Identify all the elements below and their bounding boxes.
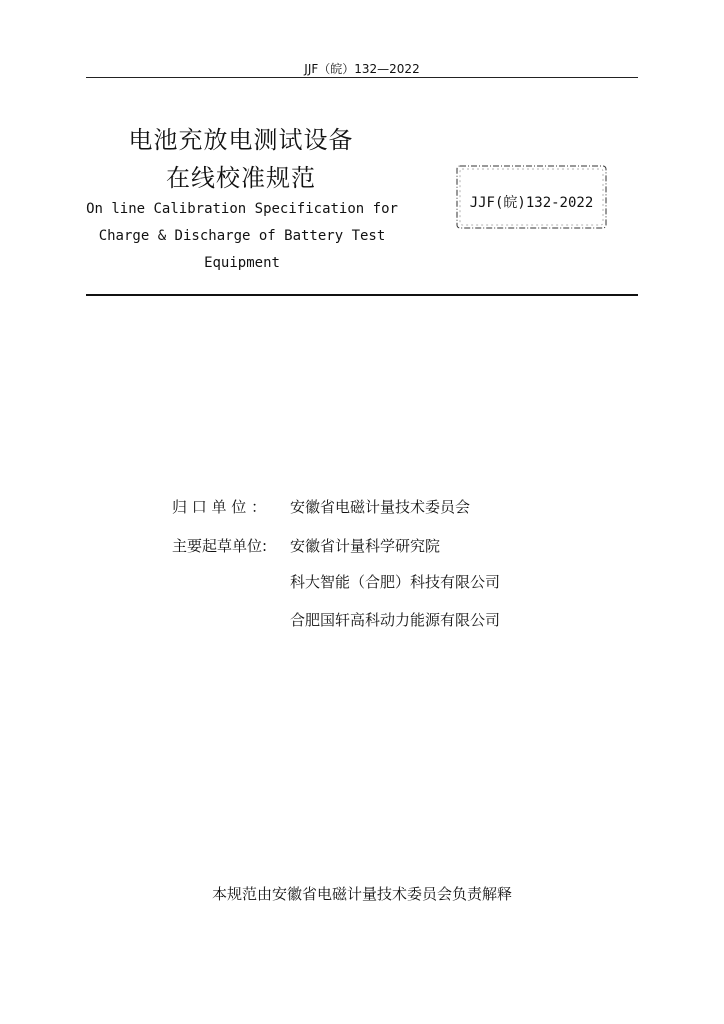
title-divider (86, 294, 638, 296)
standard-code: JJF(皖)132-2022 (469, 195, 594, 211)
owner-label: 归 口 单 位 ： (172, 498, 267, 516)
english-title-line-1: On line Calibration Specification for (86, 201, 398, 217)
drafter-1: 安徽省计量科学研究院 (290, 537, 441, 555)
footer-note: 本规范由安徽省电磁计量技术委员会负责解释 (211, 885, 512, 903)
owner-value: 安徽省电磁计量技术委员会 (290, 498, 471, 516)
running-header-code: JJF（皖）132—2022 (304, 62, 420, 76)
english-title-line-3: Equipment (204, 255, 280, 271)
header-rule (86, 77, 638, 78)
english-title (84, 196, 400, 277)
english-title-line-2: Charge & Discharge of Battery Test (98, 228, 386, 244)
drafter-label: 主要起草单位: (172, 537, 268, 555)
title-line-2: 在线校准规范 (166, 164, 316, 192)
title-line-1: 电池充放电测试设备 (128, 126, 354, 154)
drafter-2: 科大智能（合肥）科技有限公司 (290, 573, 501, 591)
drafter-3: 合肥国轩高科动力能源有限公司 (290, 611, 501, 629)
standard-code-box (455, 164, 608, 230)
